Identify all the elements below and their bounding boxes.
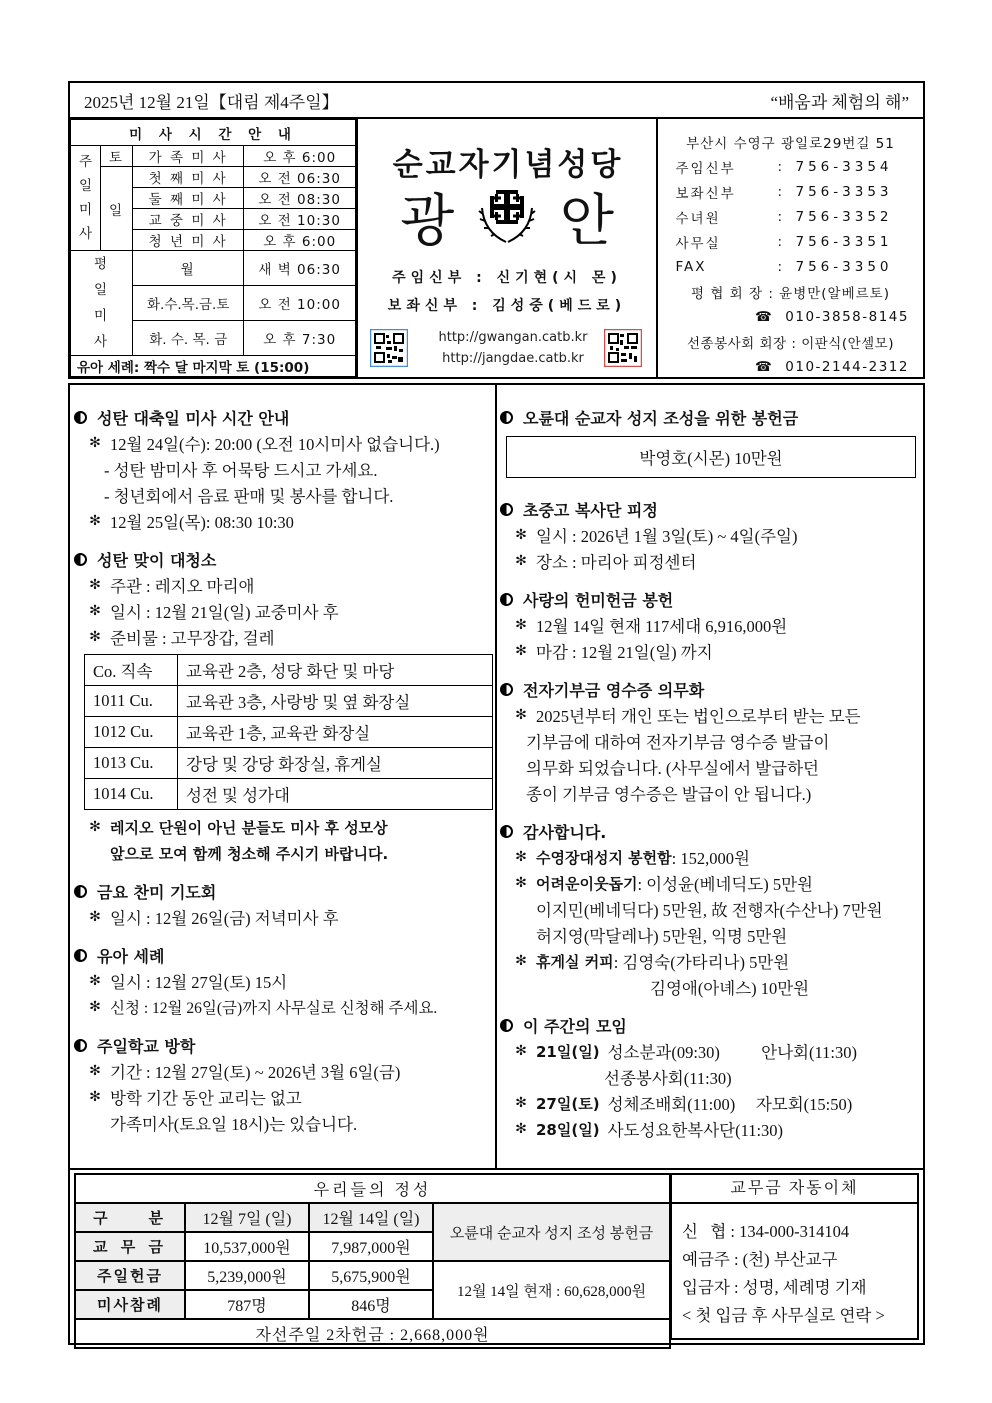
website-link[interactable]: http://jangdae.catb.kr xyxy=(442,351,584,366)
asterisk-icon: ✻ xyxy=(515,527,527,543)
assistant-pastor-line: 보좌신부 : 김성중(베드로) xyxy=(387,298,627,314)
half-circle-bullet-icon xyxy=(500,411,513,424)
section-title: 전자기부금 영수증 의무화 xyxy=(500,676,924,702)
phone-row: 사무실 : 756-3351 xyxy=(675,233,893,252)
half-circle-bullet-icon xyxy=(500,503,513,516)
volunteer-phone: ☎ 010-2144-2312 xyxy=(754,358,909,375)
mass-name: 첫 째 미 사 xyxy=(133,167,244,188)
section-title: 오륜대 순교자 성지 조성을 위한 봉헌금 xyxy=(500,404,924,430)
mass-time: 오 후 6:00 xyxy=(244,230,356,251)
mass-schedule xyxy=(68,119,358,379)
asterisk-icon: ✻ xyxy=(89,629,101,645)
asterisk-icon: ✻ xyxy=(89,577,101,593)
mass-time: 오 전 06:30 xyxy=(244,167,356,188)
mass-time: 오 전 10:30 xyxy=(244,209,356,230)
mass-name: 월 xyxy=(133,251,244,286)
asterisk-icon: ✻ xyxy=(515,1121,527,1137)
council-president: 평 협 회 장 : 윤병만(알베르토) xyxy=(691,285,890,302)
asterisk-icon: ✻ xyxy=(515,953,527,969)
right-column: 오륜대 순교자 성지 조성을 위한 봉헌금 박영호(시몬) 10만원 초중고 복사단 피정 ✻ 일시 : 2026년 1월 3일(토) ~ 4일(주일) ✻ 장소 : 마리아 피정센터 사랑의 헌미헌금 봉헌 ✻ 12월 14일 현재 117세대 6,916,000원 ✻ 마감 : 12월 21일(일) 까지 전자기부금 영수증 의무화 ✻ 2025년부터 개인 또는 법인으로부터 받는 모든 기부금에 대하여 전자기부금 영수증 발급이 의무화 되었습니다. (사무실에서 발급하던 종이 기부금 영수증은 발급이 안 됩니다.) 감사합니다. ✻ 수영장대성지 봉헌함 : 152,000원 ✻ 어려운이웃돕기 : 이성윤(베네딕도) 5만원 이지민(베네딕다) 5만원, 故 전행자(수산나) 7만원 허지영(막달레나) 5만원, 익명 5만원 ✻ 휴게실 커피 : 김영숙(가타리나) 5만원 김영애(아녜스) 10만원 이 주간의 모임 ✻ 21일(일) 성소분과(09:30) 안나회(11:30) 선종봉사회(11:30) ✻ 27일(토) 성체조배회(11:00) 자모회(15:50) ✻ 28일(일) 사도성요한복사단(11:30) xyxy=(500,404,924,1142)
pastor-line: 주임신부 : 신기현(시 몬) xyxy=(392,270,622,286)
mass-time: 새 벽 06:30 xyxy=(244,251,356,286)
half-circle-bullet-icon xyxy=(500,825,513,838)
mass-name: 화.수.목.금.토 xyxy=(133,286,244,321)
table-row: 미사참례 787명 846명 xyxy=(75,1290,670,1319)
infant-baptism-note: 유아 세례: 짝수 달 마지막 토 (15:00) xyxy=(71,356,356,377)
jerusalem-cross-emblem-icon xyxy=(476,186,538,248)
auto-transfer-title: 교무금 자동이체 xyxy=(672,1175,917,1204)
section-title: 사랑의 헌미헌금 봉헌 xyxy=(500,586,924,612)
council-phone: ☎ 010-3858-8145 xyxy=(754,308,909,325)
fax-row: FAX : 756-3350 xyxy=(675,258,893,275)
table-row: 1011 Cu. 교육관 3층, 사랑방 및 옆 화장실 xyxy=(85,686,493,717)
section-title: 초중고 복사단 피정 xyxy=(500,496,924,522)
section-title: 성탄 대축일 미사 시간 안내 xyxy=(74,404,494,430)
half-circle-bullet-icon xyxy=(500,683,513,696)
phone-row: 보좌신부 : 756-3353 xyxy=(675,183,893,202)
church-logo-block xyxy=(358,119,656,379)
qr-code-icon[interactable] xyxy=(604,329,642,367)
church-subtitle: 순교자기념성당 xyxy=(392,147,624,183)
offerings-table: 우리들의 정성 구 분 12월 7일 (일) 12월 14일 (일) 오륜대 순교자 성지 조성 봉헌금 교 무 금 10,537,000원 7,987,000원 주일헌금 5,239,000원 5,675,900원 12월 14일 현재 : 60,628,000원 미사참례 787명 846명 자선주일 2차헌금 : 2,668,000원 xyxy=(74,1173,671,1349)
sunday-day-label: 일 xyxy=(101,167,133,251)
cleaning-assignment-table xyxy=(84,654,493,810)
asterisk-icon: ✻ xyxy=(89,513,101,529)
header-bar xyxy=(68,81,925,119)
table-row: 1012 Cu. 교육관 1층, 교육관 화장실 xyxy=(85,717,493,748)
table-row: 1013 Cu. 강당 및 강당 화장실, 휴게실 xyxy=(85,748,493,779)
half-circle-bullet-icon xyxy=(74,411,87,424)
half-circle-bullet-icon xyxy=(500,1019,513,1032)
section-title: 유아 세례 xyxy=(74,942,494,968)
date-line: 2025년 12월 21일【대림 제4주일】 xyxy=(84,92,339,112)
table-row: 교 무 금 10,537,000원 7,987,000원 xyxy=(75,1232,670,1261)
half-circle-bullet-icon xyxy=(500,593,513,606)
asterisk-icon: ✻ xyxy=(89,973,101,989)
phone-icon: ☎ xyxy=(754,308,774,325)
mass-name: 청 년 미 사 xyxy=(133,230,244,251)
asterisk-icon: ✻ xyxy=(89,999,101,1015)
offerings-title: 우리들의 정성 xyxy=(75,1174,670,1203)
phone-row: 주임신부 : 756-3354 xyxy=(675,158,893,177)
asterisk-icon: ✻ xyxy=(89,435,101,451)
weekday-mass-label: 평 일 미 사 xyxy=(71,251,133,356)
sunday-mass-label: 주 일 미 사 xyxy=(71,146,101,251)
website-link[interactable]: http://gwangan.catb.kr xyxy=(438,330,588,345)
asterisk-icon: ✻ xyxy=(89,909,101,925)
section-title: 성탄 맞이 대청소 xyxy=(74,546,494,572)
mass-time: 오 후 7:30 xyxy=(244,321,356,356)
charity-second-collection: 자선주일 2차헌금 : 2,668,000원 xyxy=(75,1319,670,1348)
phone-row: 수녀원 : 756-3352 xyxy=(675,208,893,227)
section-title: 이 주간의 모임 xyxy=(500,1012,924,1038)
asterisk-icon: ✻ xyxy=(89,819,101,835)
mass-name: 화. 수. 목. 금 xyxy=(133,321,244,356)
table-row: Co. 직속 교육관 2층, 성당 화단 및 마당 xyxy=(85,655,493,686)
contact-block xyxy=(656,119,925,379)
church-name: 광 안 xyxy=(358,177,656,257)
phone-icon: ☎ xyxy=(754,358,774,375)
mass-schedule-title: 미 사 시 간 안 내 xyxy=(71,120,356,146)
asterisk-icon: ✻ xyxy=(515,553,527,569)
half-circle-bullet-icon xyxy=(74,1039,87,1052)
qr-code-icon[interactable] xyxy=(370,329,408,367)
half-circle-bullet-icon xyxy=(74,553,87,566)
asterisk-icon: ✻ xyxy=(515,617,527,633)
asterisk-icon: ✻ xyxy=(515,1095,527,1111)
mass-name: 교 중 미 사 xyxy=(133,209,244,230)
mass-name: 둘 째 미 사 xyxy=(133,188,244,209)
motto: “배움과 체험의 해” xyxy=(770,92,909,112)
mass-time: 오 전 10:00 xyxy=(244,286,356,321)
auto-transfer-box: 교무금 자동이체 신 협 : 134-000-314104 예금주 : (천) 부산교구 입금자 : 성명, 세례명 기재 < 첫 입금 후 사무실로 연락 > xyxy=(670,1173,919,1340)
mass-name: 가 족 미 사 xyxy=(133,146,244,167)
half-circle-bullet-icon xyxy=(74,949,87,962)
asterisk-icon: ✻ xyxy=(89,603,101,619)
donor-box: 박영호(시몬) 10만원 xyxy=(506,436,916,478)
section-title: 감사합니다. xyxy=(500,818,924,844)
section-title: 금요 찬미 기도회 xyxy=(74,878,494,904)
asterisk-icon: ✻ xyxy=(515,643,527,659)
mass-time: 오 후 6:00 xyxy=(244,146,356,167)
volunteer-president: 선종봉사회 회장 : 이판식(안셀모) xyxy=(687,335,894,352)
section-title: 주일학교 방학 xyxy=(74,1032,494,1058)
left-column: 성탄 대축일 미사 시간 안내 ✻ 12월 24일(수): 20:00 (오전 10시미사 없습니다.) - 성탄 밤미사 후 어묵탕 드시고 가세요. - 청년회에서 음료 판매 및 봉사를 합니다. ✻ 12월 25일(목): 08:30 10:30 성탄 맞이 대청소 ✻ 주관 : 레지오 마리애 ✻ 일시 : 12월 21일(일) 교중미사 후 ✻ 준비물 : 고무장갑, 걸레 Co. 직속 교육관 2층, 성당 화단 및 마당 1011 Cu. 교육관 3층, 사랑방 및 옆 화장실 1012 Cu. 교육관 1층, 교육관 화장실 1013 Cu. 강당 및 강당 화장실, 휴게실 1014 Cu. 성전 및 성가대 ✻ 레지오 단원이 아닌 분들도 미사 후 성모상 앞으로 모여 함께 청소해 주시기 바랍니다. 금요 찬미 기도회 ✻ 일시 : 12월 26일(금) 저녁미사 후 유아 세례 ✻ 일시 : 12월 27일(토) 15시 ✻ 신청 : 12월 26일(금)까지 사무실로 신청해 주세요. 주일학교 방학 ✻ 기간 : 12월 27일(토) ~ 2026년 3월 6일(금) ✻ 방학 기간 동안 교리는 없고 가족미사(토요일 18시)는 있습니다. xyxy=(74,404,494,1136)
address: 부산시 수영구 광일로29번길 51 xyxy=(686,135,895,152)
asterisk-icon: ✻ xyxy=(89,1089,101,1105)
asterisk-icon: ✻ xyxy=(89,1063,101,1079)
asterisk-icon: ✻ xyxy=(515,875,527,891)
asterisk-icon: ✻ xyxy=(515,1043,527,1059)
saturday-label: 토 xyxy=(101,146,133,167)
half-circle-bullet-icon xyxy=(74,885,87,898)
column-divider xyxy=(495,383,497,1170)
asterisk-icon: ✻ xyxy=(515,707,527,723)
table-row: 주일헌금 5,239,000원 5,675,900원 12월 14일 현재 : 60,628,000원 xyxy=(75,1261,670,1290)
asterisk-icon: ✻ xyxy=(515,849,527,865)
table-row: 1014 Cu. 성전 및 성가대 xyxy=(85,779,493,810)
mass-time: 오 전 08:30 xyxy=(244,188,356,209)
